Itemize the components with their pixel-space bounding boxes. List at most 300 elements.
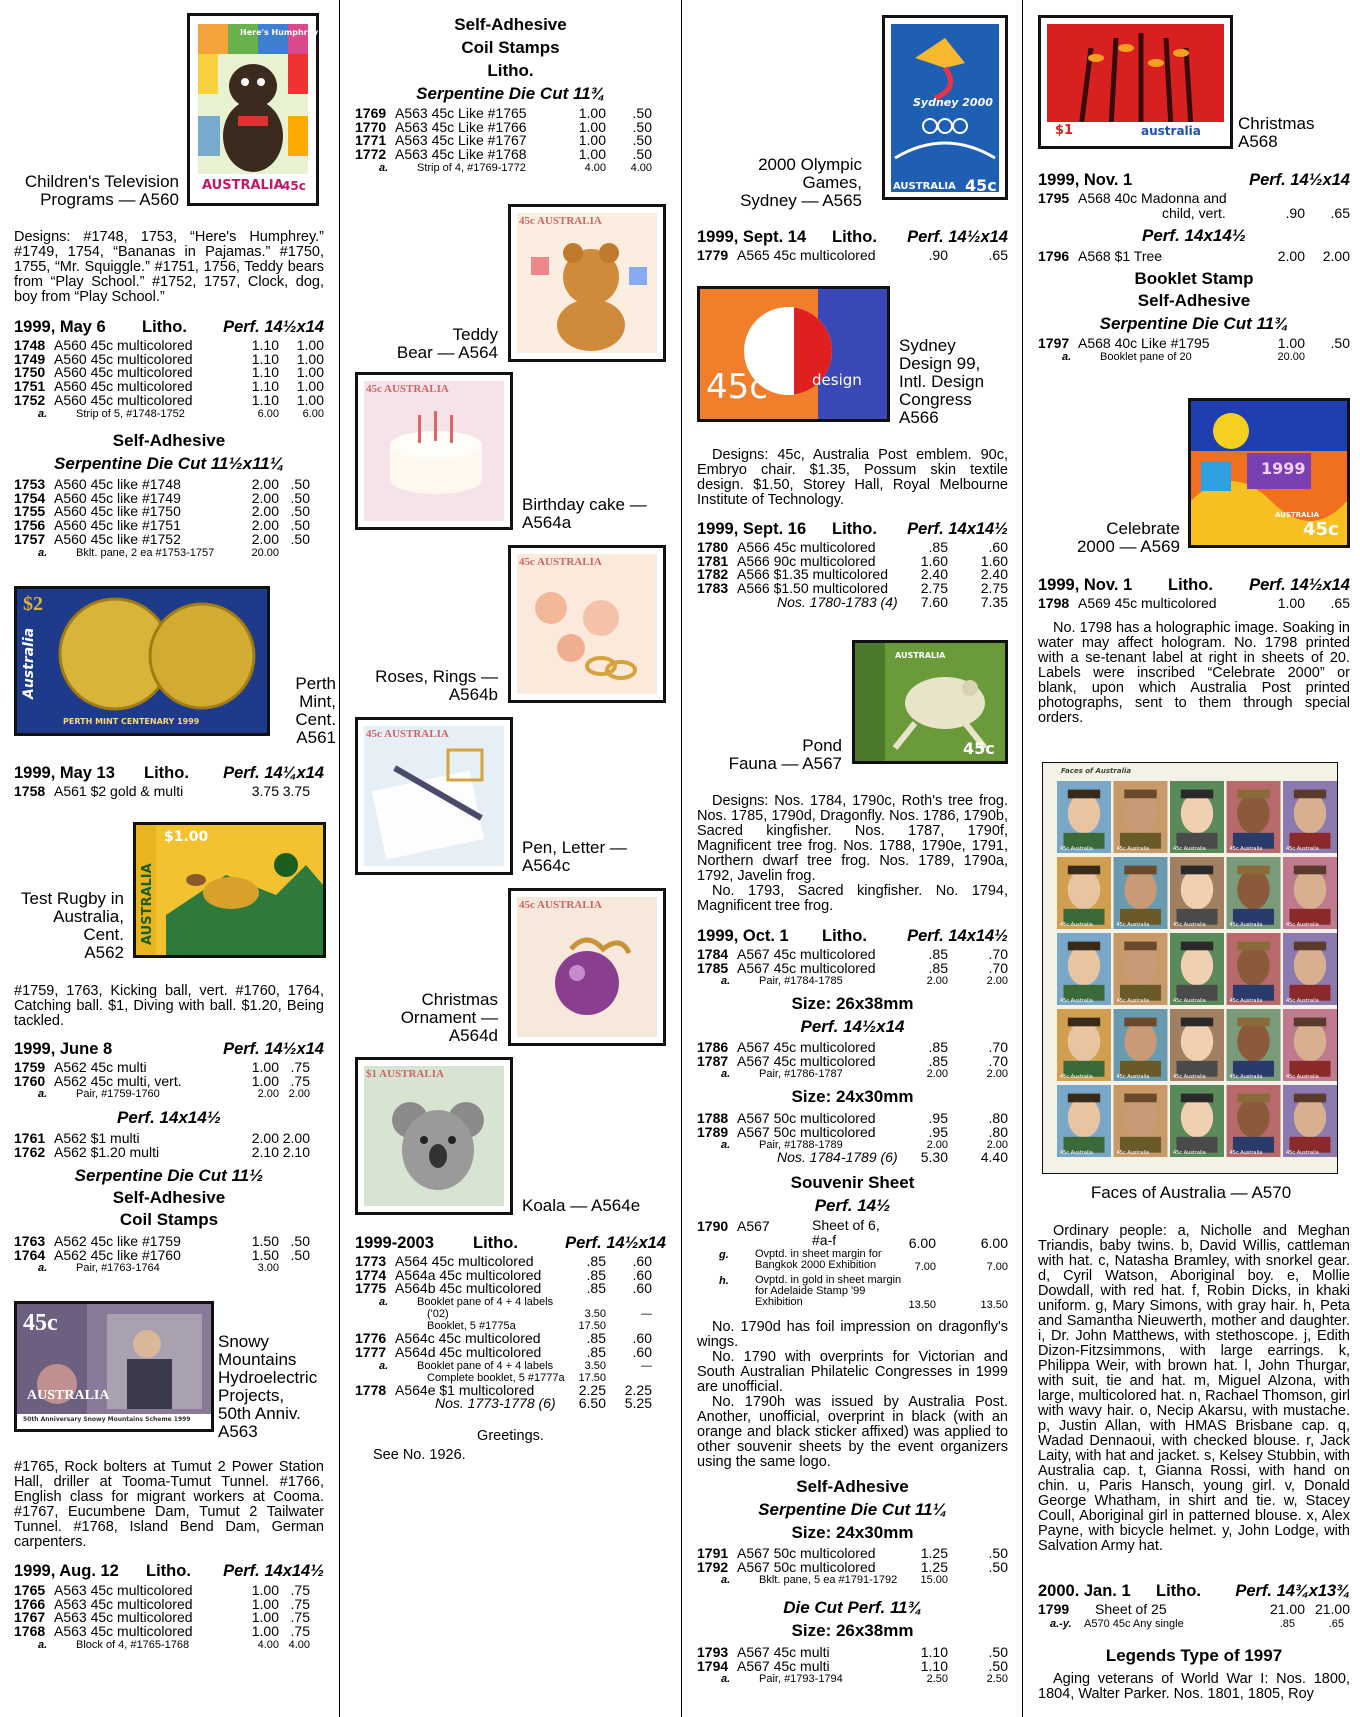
column-divider xyxy=(1022,0,1023,1717)
column-1 xyxy=(14,0,336,1717)
catalog-number: a. xyxy=(38,1262,48,1275)
designs-a567: Designs: Nos. 1784, 1790c, Roth's tree frog. Nos. 1785, 1790d, Dragonfly. Nos. 1786, 1790b, Sacred kingfisher. Nos. 1787, 1790f, Magnificent tree frog. Nos. 1788, 1790e, 1791, Northern dwarf tree frog. Nos. 1789, 1790a, 1792, Javelin frog. xyxy=(697,793,1008,884)
catalog-number: 1780 xyxy=(697,539,729,555)
caption-a566 xyxy=(899,337,1008,427)
svg-text:45c Australia: 45c Australia xyxy=(1229,1074,1263,1080)
note-1790d: No. 1790d has foil impression on dragonfly's wings. xyxy=(697,1319,1008,1350)
catalog-row xyxy=(697,248,1008,263)
caption-line: Christmas xyxy=(421,990,498,1009)
stamp-country: AUSTRALIA xyxy=(27,1388,110,1403)
issue-date: 1999, Nov. 1 xyxy=(1038,576,1133,594)
price-used: .50 xyxy=(988,1657,1008,1674)
catalog-row xyxy=(1038,596,1350,611)
face-stamp xyxy=(1283,781,1337,853)
catalog-subrow xyxy=(697,1573,1008,1588)
price-used: 7.35 xyxy=(980,593,1008,610)
catalog-total-row xyxy=(355,1396,666,1411)
catalog-desc: A560 45c like #1749 xyxy=(54,489,181,506)
caption-line: A568 xyxy=(1238,132,1278,151)
issue-process: Litho. xyxy=(473,1234,518,1252)
caption-a562 xyxy=(14,890,124,962)
catalog-number: 1755 xyxy=(14,503,46,520)
price-mint: 2.00 xyxy=(926,1068,948,1081)
catalog-desc: A560 45c multicolored xyxy=(54,350,193,367)
catalog-number: 1762 xyxy=(14,1143,46,1160)
catalog-number: 1748 xyxy=(14,337,46,353)
catalog-desc: A567 50c multicolored xyxy=(737,1545,876,1561)
catalog-1790 xyxy=(697,1218,1008,1318)
catalog-number: 1756 xyxy=(14,517,46,534)
caption-line: Christmas xyxy=(1238,114,1315,133)
catalog-desc: A568 40c Like #1795 xyxy=(1078,335,1210,351)
catalog-desc: A562 45c like #1760 xyxy=(54,1246,181,1263)
price-mint: 3.50 xyxy=(584,1359,606,1372)
section-head: Coil Stamps xyxy=(119,1210,219,1229)
designs-a560: Designs: #1748, 1753, “Here's Humphrey.” #1749, 1754, “Bananas in Pajamas.” #1750, 1755, “Mr. Squiggle.” #1751, 1756, Teddy bears from “Play School.” #1752, 1757, Clock, dog, boy from “Play School.” xyxy=(14,229,324,305)
catalog-desc: A569 45c multicolored xyxy=(1078,595,1217,611)
catalog-number: 1751 xyxy=(14,378,46,395)
price-mint: .85 xyxy=(928,1052,948,1069)
caption-line: A561 xyxy=(296,728,336,747)
stamp-title: Here's Humphrey xyxy=(240,28,319,37)
face-stamp xyxy=(1227,933,1281,1005)
price-mint: .85 xyxy=(1279,1618,1295,1630)
face-stamp xyxy=(1170,1009,1224,1081)
catalog-number: 1799 xyxy=(1038,1601,1070,1617)
issue-header xyxy=(1038,1582,1350,1601)
section-head: Souvenir Sheet xyxy=(790,1173,915,1192)
catalog-number: 1778 xyxy=(355,1381,387,1398)
catalog-desc: Booklet pane of 4 + 4 labels xyxy=(417,1296,554,1309)
issue-process: Litho. xyxy=(142,318,187,336)
catalog-number: a. xyxy=(721,1139,731,1152)
price-mint: .85 xyxy=(586,1266,606,1283)
price-used: .60 xyxy=(632,1266,652,1283)
catalog-desc: A560 45c multicolored xyxy=(54,391,193,408)
price-used: .50 xyxy=(290,517,310,534)
section-head: Booklet Stamp xyxy=(1134,269,1254,288)
stamp-value: 45c xyxy=(706,367,768,407)
catalog-number: 1757 xyxy=(14,530,46,547)
catalog-desc: Pair, #1793-1794 xyxy=(759,1673,843,1686)
issue-header xyxy=(14,318,324,337)
stamp-a564e xyxy=(355,1057,513,1215)
stamp-a564d xyxy=(508,888,666,1046)
price-mint: 13.50 xyxy=(908,1299,936,1311)
price-used: 2.00 xyxy=(288,1088,310,1101)
catalog-number: 1760 xyxy=(14,1072,46,1089)
issue-perf: Perf. 14½x14 xyxy=(1249,171,1350,189)
svg-text:45c Australia: 45c Australia xyxy=(1060,1150,1093,1156)
issue-date: 2000. Jan. 1 xyxy=(1038,1582,1131,1600)
catalog-desc: A560 45c multicolored xyxy=(54,378,193,395)
price-used: 7.00 xyxy=(986,1261,1008,1273)
price-used: .75 xyxy=(290,1609,310,1626)
caption-line: Roses, Rings — xyxy=(375,667,498,686)
caption-a563 xyxy=(218,1333,324,1441)
stamp-label: 45c AUSTRALIA xyxy=(366,383,449,395)
caption-line: Children's Television xyxy=(24,172,179,191)
stamp-a563 xyxy=(14,1301,214,1432)
face-stamp xyxy=(1114,857,1168,929)
section-head: Self-Adhesive xyxy=(112,431,226,450)
catalog-number: a. xyxy=(379,161,389,174)
catalog-number: 1777 xyxy=(355,1343,387,1360)
price-mint: 2.00 xyxy=(251,503,279,520)
svg-text:45c Australia: 45c Australia xyxy=(1116,1150,1150,1156)
svg-text:45c Australia: 45c Australia xyxy=(1286,998,1319,1004)
price-mint: 1.10 xyxy=(251,337,279,353)
price-used: .65 xyxy=(1330,205,1350,221)
price-used: 1.00 xyxy=(296,378,324,395)
catalog-desc: A570 45c Any single xyxy=(1084,1618,1184,1630)
stamp-label: 45c AUSTRALIA xyxy=(519,899,602,911)
face-stamp xyxy=(1057,781,1111,853)
price-mint: 1.50 xyxy=(251,1233,279,1249)
catalog-desc: A562 $1 multi xyxy=(54,1130,140,1146)
catalog-desc: Pair, #1788-1789 xyxy=(759,1139,843,1152)
catalog-desc: A567 50c multicolored xyxy=(737,1123,876,1140)
issue-date: 1999, May 13 xyxy=(14,764,115,782)
price-mint: 4.00 xyxy=(584,161,606,174)
catalog-desc: A568 $1 Tree xyxy=(1078,248,1163,264)
catalog-total-row xyxy=(697,1150,1008,1165)
issue-date: 1999, Nov. 1 xyxy=(1038,171,1133,189)
stamp-value: 45c xyxy=(23,1310,58,1336)
catalog-number: 1774 xyxy=(355,1266,387,1283)
section-head: Perf. 14½ xyxy=(814,1196,891,1215)
catalog-number: 1754 xyxy=(14,489,46,506)
stamp-year: 1999 xyxy=(1261,459,1306,478)
stamp-country: australia xyxy=(1141,124,1201,138)
catalog-number: 1794 xyxy=(697,1657,729,1674)
svg-text:45c Australia: 45c Australia xyxy=(1116,846,1150,852)
catalog-desc: A560 45c multicolored xyxy=(54,337,193,353)
designs-a562: #1759, 1763, Kicking ball, vert. #1760, 1764, Catching ball. $1, Diving with ball. $1.20, Being tackled. xyxy=(14,983,324,1029)
price-mint: 2.50 xyxy=(926,1673,948,1686)
price-used: .50 xyxy=(290,1233,310,1249)
price-used: 13.50 xyxy=(980,1299,1008,1311)
price-used: .60 xyxy=(632,1343,652,1360)
catalog-desc: A566 $1.50 multicolored xyxy=(737,580,888,597)
price-mint: 3.50 xyxy=(584,1308,606,1321)
price-used: .50 xyxy=(988,1545,1008,1561)
caption-line: Birthday cake — xyxy=(522,495,647,514)
caption-line: Snowy xyxy=(218,1332,270,1351)
price-used: .60 xyxy=(632,1330,652,1347)
stamp-value: $1.00 xyxy=(164,829,209,845)
price-mint: 1.10 xyxy=(251,378,279,395)
price-used: .70 xyxy=(988,1052,1008,1069)
column-divider xyxy=(681,0,682,1717)
issue-header xyxy=(1038,171,1350,190)
catalog-subrow xyxy=(14,407,324,422)
issue-process: Litho. xyxy=(832,520,877,538)
price-mint: 2.00 xyxy=(926,1139,948,1152)
caption-line: Sydney xyxy=(899,336,956,355)
price-mint: 2.00 xyxy=(257,1088,279,1101)
issue-header xyxy=(1038,576,1350,595)
price-mint: .85 xyxy=(928,959,948,976)
catalog-desc: A567 45c multi xyxy=(737,1657,830,1674)
price-mint: .95 xyxy=(928,1110,948,1126)
price-used: .60 xyxy=(988,539,1008,555)
catalog-number: 1773 xyxy=(355,1253,387,1269)
catalog-number: 1752 xyxy=(14,391,46,408)
catalog-subrow xyxy=(1038,350,1350,365)
catalog-number: a. xyxy=(38,407,48,420)
catalog-number: 1776 xyxy=(355,1330,387,1347)
column-divider xyxy=(339,0,340,1717)
price-used: — xyxy=(641,1308,652,1321)
svg-text:45c Australia: 45c Australia xyxy=(1060,922,1093,928)
price-mint: .90 xyxy=(1285,205,1305,221)
price-mint: 1.00 xyxy=(251,1072,279,1089)
caption-a564b xyxy=(355,668,498,704)
price-mint: 1.10 xyxy=(920,1644,948,1660)
note-greetings: Greetings. xyxy=(477,1428,544,1444)
section-head: Serpentine Die Cut 11¾ xyxy=(416,84,605,103)
designs-a567b: No. 1793, Sacred kingfisher. No. 1794, Magnificent tree frog. xyxy=(697,883,1008,914)
section-head: Litho. xyxy=(487,61,534,80)
price-mint: .85 xyxy=(586,1280,606,1297)
issue-date: 1999, June 8 xyxy=(14,1040,113,1058)
caption-line: 2000 — A569 xyxy=(1076,537,1180,556)
price-used: 2.00 xyxy=(282,1130,310,1146)
price-used: .65 xyxy=(1328,1618,1344,1630)
price-mint: 1.25 xyxy=(920,1545,948,1561)
catalog-desc: A563 45c Like #1767 xyxy=(395,132,527,149)
price-used: 2.25 xyxy=(624,1381,652,1398)
section-head: Serpentine Die Cut 11½x11¼ xyxy=(54,454,284,473)
price-mint: 1.00 xyxy=(251,1595,279,1612)
catalog-desc: A562 45c like #1759 xyxy=(54,1233,181,1249)
catalog-number: 1789 xyxy=(697,1123,729,1140)
price-mint: .85 xyxy=(586,1253,606,1269)
price-used: 4.40 xyxy=(980,1149,1008,1166)
issue-header xyxy=(14,1040,324,1059)
price-used: 2.00 xyxy=(986,975,1008,988)
catalog-desc: Ovptd. in sheet margin for Bangkok 2000 Exhibition xyxy=(755,1248,882,1271)
caption-a565 xyxy=(697,156,862,210)
catalog-number: 1759 xyxy=(14,1059,46,1075)
catalog-number: a. xyxy=(379,1296,389,1309)
price-mint: 1.00 xyxy=(578,146,606,163)
stamp-label: 45c AUSTRALIA xyxy=(366,728,449,740)
catalog-desc: A563 45c multicolored xyxy=(54,1609,193,1626)
price-used: .50 xyxy=(290,1246,310,1263)
price-used: .50 xyxy=(988,1558,1008,1575)
catalog-desc: Complete booklet, 5 #1777a xyxy=(427,1371,565,1384)
catalog-number: a. xyxy=(38,546,48,559)
section-head: Serpentine Die Cut 11½ xyxy=(74,1166,264,1185)
section-head: Self-Adhesive xyxy=(112,1188,226,1207)
price-mint: 3.75 xyxy=(251,783,279,799)
catalog-desc: A564d 45c multicolored xyxy=(395,1343,542,1360)
price-mint: 4.00 xyxy=(257,1638,279,1651)
face-stamp xyxy=(1170,781,1224,853)
stamp-a561 xyxy=(14,586,270,736)
price-mint: 1.10 xyxy=(251,364,279,381)
catalog-desc: A560 45c multicolored xyxy=(54,364,193,381)
note-1790: No. 1790 with overprints for Victorian and South Australian Philatelic Congresses in 1999 are unofficial. xyxy=(697,1349,1008,1395)
caption-a568 xyxy=(1238,115,1350,151)
catalog-number: 1788 xyxy=(697,1110,729,1126)
catalog-number: 1769 xyxy=(355,105,387,121)
catalog-desc: Booklet pane of 4 + 4 labels xyxy=(417,1359,554,1372)
stamp-a564a xyxy=(355,372,513,530)
caption-line: Design 99, xyxy=(899,354,981,373)
catalog-number: 1770 xyxy=(355,118,387,135)
catalog-subrow xyxy=(14,1261,324,1276)
catalog-desc: A563 45c multicolored xyxy=(54,1623,193,1640)
section-head: Serpentine Die Cut 11¼ xyxy=(758,1500,947,1519)
column-2 xyxy=(355,0,666,1717)
issue-perf: Perf. 14½x14 xyxy=(907,228,1008,246)
face-stamp xyxy=(1057,1085,1111,1157)
catalog-desc: A564b 45c multicolored xyxy=(395,1280,542,1297)
caption-line: Pen, Letter — xyxy=(522,838,627,857)
stamp-value: 45c xyxy=(282,179,306,193)
face-stamp xyxy=(1283,1085,1337,1157)
caption-line: Hydroelectric xyxy=(218,1368,318,1387)
section-head: Self-Adhesive xyxy=(454,15,567,34)
price-used: .50 xyxy=(632,132,652,149)
svg-text:45c Australia: 45c Australia xyxy=(1173,998,1206,1004)
price-mint: 3.00 xyxy=(257,1262,279,1275)
price-used: 6.00 xyxy=(980,1235,1008,1251)
caption-line: A563 xyxy=(218,1422,258,1441)
stamp-a560 xyxy=(187,13,319,206)
price-used: .80 xyxy=(988,1110,1008,1126)
face-stamp xyxy=(1227,1009,1281,1081)
svg-text:45c Australia: 45c Australia xyxy=(1060,1074,1093,1080)
price-mint: 1.00 xyxy=(251,1582,279,1598)
stamp-value: 45c xyxy=(1303,519,1339,540)
stamp-country: Australia xyxy=(21,627,37,699)
face-stamp xyxy=(1057,933,1111,1005)
issue-perf: Perf. 14½x14 xyxy=(223,1040,324,1058)
catalog-desc: A566 $1.35 multicolored xyxy=(737,566,888,583)
price-mint: 1.10 xyxy=(251,350,279,367)
svg-text:45c Australia: 45c Australia xyxy=(1173,1150,1206,1156)
price-mint: 7.00 xyxy=(914,1261,936,1273)
catalog-number: a. xyxy=(721,1574,731,1587)
catalog-type: A567 xyxy=(737,1218,770,1234)
catalog-number: h. xyxy=(719,1275,729,1287)
catalog-desc: A562 $1.20 multi xyxy=(54,1143,160,1160)
svg-text:45c Australia: 45c Australia xyxy=(1229,846,1263,852)
catalog-desc: A567 45c multi xyxy=(737,1644,830,1660)
catalog-number: 1796 xyxy=(1038,248,1070,264)
stamp-value: 45c xyxy=(965,176,997,195)
price-mint: 2.40 xyxy=(920,566,948,583)
price-mint: .85 xyxy=(928,946,948,962)
catalog-desc: Booklet, 5 #1775a xyxy=(427,1320,516,1333)
stamp-word: design xyxy=(812,371,862,389)
price-used: .60 xyxy=(632,1253,652,1269)
caption-line: Teddy xyxy=(452,325,498,344)
face-stamp xyxy=(1057,857,1111,929)
catalog-desc: A562 45c multi, vert. xyxy=(54,1072,182,1089)
svg-text:45c Australia: 45c Australia xyxy=(1116,1074,1150,1080)
issue-perf: Perf. 14½x14 xyxy=(565,1234,666,1252)
price-used: 5.25 xyxy=(624,1395,652,1412)
issue-date: 1999, May 6 xyxy=(14,318,106,336)
caption-a564 xyxy=(355,326,498,362)
stamp-value: $1 xyxy=(1055,123,1074,138)
catalog-desc: Block of 4, #1765-1768 xyxy=(76,1638,190,1651)
section-head: Perf. 14x14½ xyxy=(1142,226,1246,245)
face-stamp xyxy=(1170,857,1224,929)
price-used: .75 xyxy=(290,1072,310,1089)
svg-text:45c Australia: 45c Australia xyxy=(1229,998,1263,1004)
caption-a567 xyxy=(697,737,842,773)
sheet-title: Faces of Australia xyxy=(1061,767,1132,775)
catalog-number: 1798 xyxy=(1038,595,1070,611)
price-used: .50 xyxy=(290,489,310,506)
stamp-a564c xyxy=(355,717,513,875)
price-used: 21.00 xyxy=(1314,1601,1350,1617)
price-mint: 1.50 xyxy=(251,1246,279,1263)
note-1790h: No. 1790h was issued by Australia Post. Another, unofficial, overprint in black (with an orange and black sticker affixed) was applied to other souvenir sheets by the event organizers using the same logo. xyxy=(697,1394,1008,1470)
price-mint: 1.10 xyxy=(920,1657,948,1674)
price-used: — xyxy=(641,1359,652,1372)
svg-text:45c Australia: 45c Australia xyxy=(1116,998,1150,1004)
price-used: 6.00 xyxy=(302,407,324,420)
stamp-country: AUSTRALIA xyxy=(1275,511,1319,519)
issue-perf: Perf. 14¾x13¾ xyxy=(1235,1582,1350,1600)
catalog-desc: Strip of 5, #1748-1752 xyxy=(76,407,185,420)
face-stamp xyxy=(1114,933,1168,1005)
catalog-number: a. xyxy=(721,1673,731,1686)
catalog-subrow xyxy=(697,1672,1008,1687)
catalog-desc: A562 45c multi xyxy=(54,1059,147,1075)
catalog-desc: Sheet of 25 xyxy=(1095,1601,1167,1617)
price-used: 2.10 xyxy=(282,1143,310,1160)
price-used: 2.75 xyxy=(980,580,1008,597)
price-mint: 5.30 xyxy=(920,1149,948,1166)
column-4 xyxy=(1038,0,1350,1717)
price-used: 4.00 xyxy=(630,161,652,174)
price-mint: .85 xyxy=(928,1039,948,1055)
issue-header xyxy=(697,520,1008,539)
catalog-number: 1767 xyxy=(14,1609,46,1626)
svg-text:45c Australia: 45c Australia xyxy=(1116,922,1150,928)
stamp-country: AUSTRALIA xyxy=(140,863,155,945)
catalog-total-row xyxy=(697,595,1008,610)
price-mint: 15.00 xyxy=(920,1574,948,1587)
caption-a570: Faces of Australia — A570 xyxy=(1090,1183,1292,1202)
price-mint: 2.25 xyxy=(578,1381,606,1398)
catalog-number: 1797 xyxy=(1038,335,1070,351)
price-used: .60 xyxy=(632,1280,652,1297)
catalog-number: 1749 xyxy=(14,350,46,367)
catalog-number: 1786 xyxy=(697,1039,729,1055)
catalog-desc: Ovptd. in gold in sheet margin for Adelaide Stamp '99 Exhibition xyxy=(755,1274,902,1308)
price-mint: 2.00 xyxy=(251,517,279,534)
price-used: 4.00 xyxy=(288,1638,310,1651)
face-stamp xyxy=(1114,781,1168,853)
catalog-number: 1771 xyxy=(355,132,387,149)
catalog-desc: child, vert. xyxy=(1162,205,1226,221)
issue-date: 1999-2003 xyxy=(355,1234,434,1252)
issue-process: Litho. xyxy=(144,764,189,782)
designs-a566: Designs: 45c, Australia Post emblem. 90c, Embryo chair. $1.35, Possum skin textile design. $1.50, Storey Hall, Royal Melbourne Institute of Technology. xyxy=(697,447,1008,508)
stamp-label: 45c AUSTRALIA xyxy=(519,215,602,227)
caption-line: A566 xyxy=(899,408,939,427)
stamp-value: 45c xyxy=(963,739,995,758)
